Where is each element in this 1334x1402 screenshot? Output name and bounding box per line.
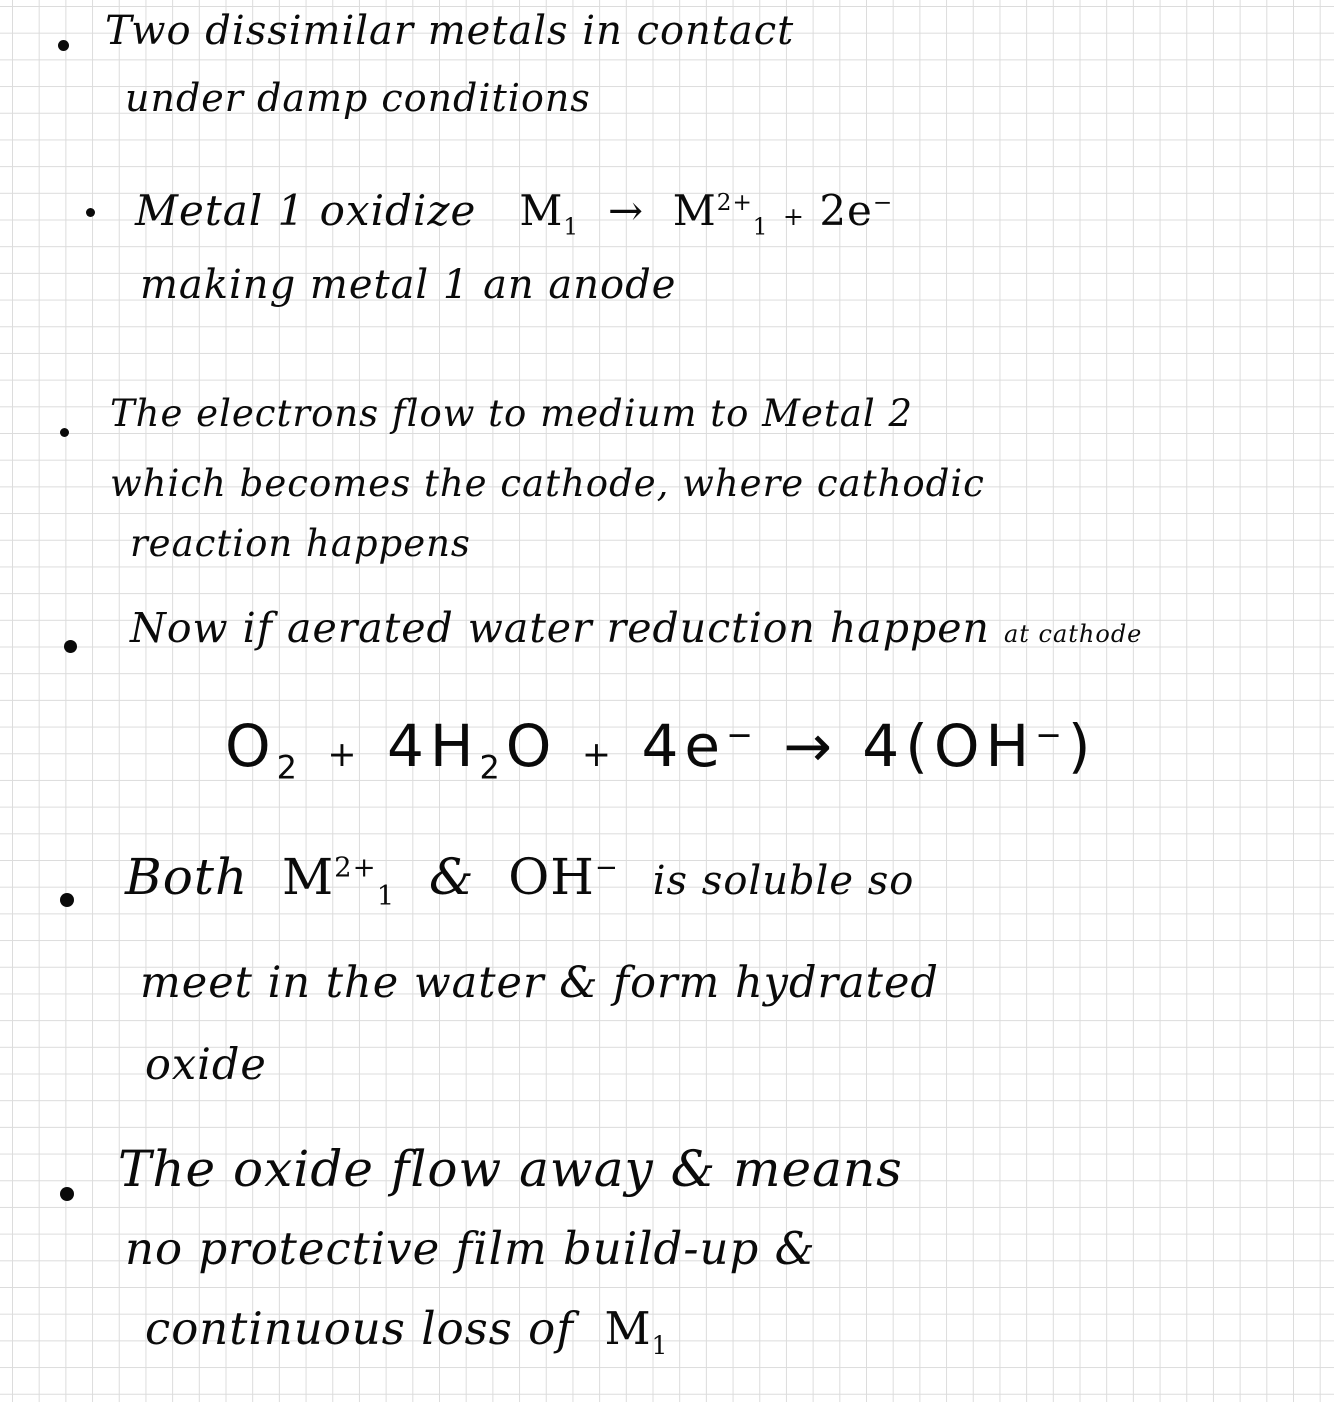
bullet-6: [60, 1187, 74, 1201]
note-3-line-2: which becomes the cathode, where cathodic: [110, 462, 985, 505]
reaction-arrow: →: [607, 186, 645, 235]
note-6-line-3: oxide: [145, 1040, 267, 1090]
note-1-line-1: Two dissimilar metals in contact: [105, 8, 795, 54]
note-6-line-2: meet in the water & form hydrated: [140, 958, 939, 1008]
metal-1-symbol: $M_1$: [604, 1302, 669, 1360]
note-3-line-3: reaction happens: [130, 522, 471, 565]
note-2-text: Metal 1 oxidize: [135, 186, 477, 235]
note-1-line-2: under damp conditions: [125, 76, 591, 120]
bullet-4: [64, 640, 77, 653]
note-6-line-1: Both $M^{2+}_1$ & OH− is soluble so: [125, 848, 915, 912]
bullet-1: [58, 40, 69, 51]
note-7-line-1: The oxide flow away & means: [118, 1140, 903, 1198]
equation-arrow: →: [783, 712, 838, 780]
hydroxide-ion: OH−: [508, 848, 619, 906]
note-7-line-2: no protective film build-up &: [125, 1222, 816, 1275]
bullet-3: [60, 428, 69, 437]
note-7-line-3: continuous loss of $M_1$: [145, 1302, 669, 1360]
note-4-tail: at cathode: [1003, 620, 1143, 648]
note-4-line-1: Now if aerated water reduction happen at cathode: [130, 604, 1143, 652]
oxygen-reduction-equation: $O_2 + 4H_2O + 4e^- \to 4(OH^-)$: [225, 712, 1097, 787]
bullet-2: [86, 208, 95, 217]
note-2-line-1: [135, 186, 893, 240]
note-3-line-1: The electrons flow to medium to Metal 2: [110, 392, 913, 435]
anode-half-reaction: $M_1 \to M^{2+}_1 + 2e^-$: [519, 186, 894, 241]
metal-ion: $M^{2+}_1$: [281, 848, 396, 912]
bullet-5: [60, 893, 74, 907]
note-2-line-2: making metal 1 an anode: [140, 262, 677, 308]
